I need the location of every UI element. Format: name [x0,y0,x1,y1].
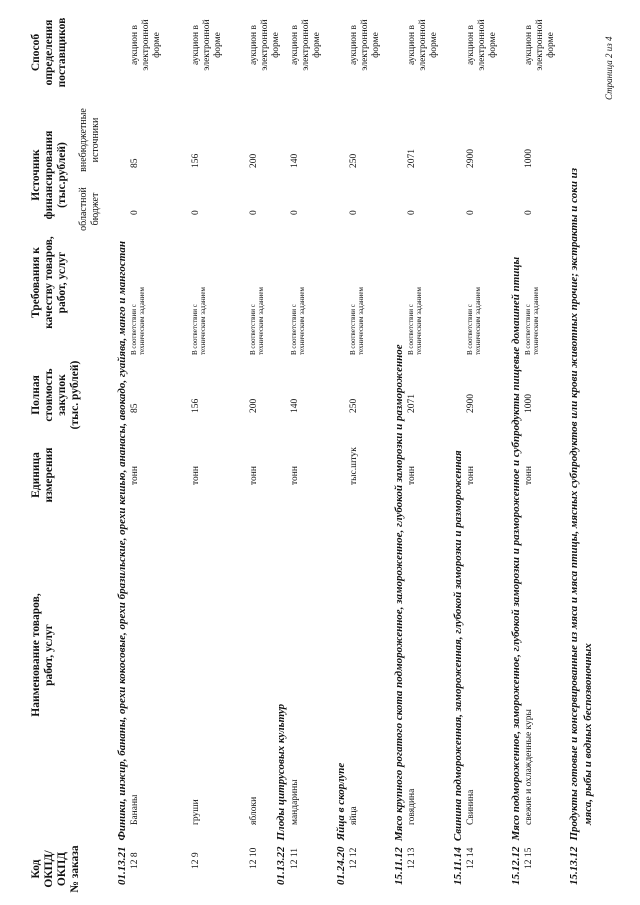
header-name-line: работ, услуг [43,624,55,686]
procurement-method [130,15,163,75]
header-finance-line: (тыс.рублей) [56,142,68,208]
group-code: 01.13.22 [275,846,287,885]
method-line: аукцион в [349,25,359,65]
group-code: 15.11.14 [452,847,464,885]
method-line: электронной [202,19,212,71]
quality-text [130,287,146,355]
method-line: форме [213,32,223,58]
method-line: аукцион в [191,25,201,65]
group-heading [393,344,405,885]
quality-line: В соответствии с [191,304,199,355]
group-heading [275,704,287,885]
quality-line: В соответствии с [349,304,357,355]
method-line: электронной [141,19,151,71]
order-number: 12 13 [407,847,417,869]
method-line: электронной [477,19,487,71]
quality-line: техническим заданием [138,287,146,355]
method-line: форме [488,32,498,58]
extra-value: 2900 [466,149,476,168]
quality-line: В соответствии с [130,304,138,355]
group-code: 01.24.20 [335,846,347,885]
cost-value: 200 [249,398,259,413]
quality-text [524,287,540,355]
method-line: электронной [301,19,311,71]
order-number: 12 15 [524,847,534,869]
order-number: 12 9 [191,852,201,869]
header-cost-line: закупок [56,374,68,416]
budget-value: 0 [349,210,359,215]
unit-value: тыс.штук [349,447,359,485]
order-number: 12 8 [130,852,140,869]
quality-text [407,287,423,355]
header-code-line: ОКПД/ [43,850,55,888]
group-heading [510,257,522,885]
cost-value: 85 [130,403,140,413]
cost-value: 2900 [466,394,476,413]
unit-value: тонн [466,466,476,485]
method-line: форме [429,32,439,58]
group-title: Финики, инжир, бананы, орехи кокосовые, орехи бразильские, орехи кешью, ананасы, авокадо, гуайява, манго и мангостан [116,241,128,841]
quality-line: техническим заданием [199,287,207,355]
header-method [30,5,69,100]
header-quality [30,225,69,340]
quality-line: техническим заданием [474,287,482,355]
quality-line: В соответствии с [524,304,532,355]
cost-value: 250 [349,398,359,413]
item-name: свежие и охлажденные куры [524,709,534,825]
header-unit-line: Единица [30,452,42,498]
method-line: электронной [535,19,545,71]
method-line: аукцион в [524,25,534,65]
header-budget-line: бюджет [90,192,101,226]
quality-text [349,287,365,355]
header-unit [30,440,56,510]
extra-value: 1000 [524,149,534,168]
header-method-line: Способ [30,33,42,72]
procurement-method [349,15,382,75]
unit-value: тонн [130,466,140,485]
group-title: Мясо подмороженное, замороженное, глубокой заморозки и размороженное и субпродукты пищевые домашней птицы [510,256,522,841]
quality-line: В соответствии с [407,304,415,355]
group-heading [452,450,464,885]
extra-value: 250 [349,153,359,168]
group-title: Свинина подмороженная, замороженная, глубокой заморозки и размороженная [452,450,464,842]
order-number: 12 12 [349,847,359,869]
method-line: аукцион в [290,25,300,65]
order-number: 12 11 [290,847,300,869]
order-number: 12 10 [249,847,259,869]
budget-value: 0 [524,210,534,215]
quality-line: техническим заданием [257,287,265,355]
header-method-line: поставщиков [56,17,68,88]
group-heading [116,241,128,885]
item-name: яблоки [249,796,259,825]
unit-value: тонн [249,466,259,485]
procurement-method [407,15,440,75]
method-line: аукцион в [130,25,140,65]
method-line: электронной [360,19,370,71]
item-name: груши [191,799,201,825]
header-unit-line: измерения [43,447,55,503]
unit-value: тонн [191,466,201,485]
group-title: Продукты готовые и консервированные из мяса и мяса птицы, мясных субпродуктов или крови животных прочие; экстракты и соки из [568,167,580,841]
header-finance-extra [78,100,102,180]
method-line: форме [312,32,322,58]
header-quality-line: Требования к [30,247,42,318]
group-code: 15.13.12 [568,846,580,885]
header-cost [30,355,82,435]
group-heading-continued [582,643,594,825]
budget-value: 0 [466,210,476,215]
quality-line: техническим заданием [298,287,306,355]
item-name: мандарины [290,779,300,825]
unit-value: тонн [407,466,417,485]
group-heading [568,168,580,885]
header-finance-line: финансирования [43,130,55,220]
item-name: Свинина [466,789,476,825]
budget-value: 0 [130,210,140,215]
cost-value: 156 [191,398,201,413]
header-quality-line: качеству товаров, [43,236,55,329]
header-cost-line: Полная [30,375,42,415]
method-line: аукцион в [466,25,476,65]
quality-line: техническим заданием [532,287,540,355]
quality-text [191,287,207,355]
method-line: форме [371,32,381,58]
item-name: говядина [407,788,417,825]
extra-value: 156 [191,153,201,168]
procurement-method [249,15,282,75]
procurement-method [191,15,224,75]
quality-text [466,287,482,355]
procurement-method [524,15,557,75]
header-finance [30,110,69,240]
procurement-method [466,15,499,75]
group-code: 15.11.12 [393,847,405,885]
header-code-line: ОКПД [56,851,68,887]
group-heading [335,763,347,885]
quality-line: техническим заданием [357,287,365,355]
header-finance-line: Источник [30,149,42,201]
quality-line: В соответствии с [249,304,257,355]
quality-line: В соответствии с [466,304,474,355]
procurement-method [290,15,323,75]
page-number: Страница 2 из 4 [604,36,614,100]
item-name: яйца [349,806,359,825]
header-extra-line: источники [90,117,101,163]
budget-value: 0 [407,210,417,215]
unit-value: тонн [524,466,534,485]
header-method-line: определения [43,19,55,86]
cost-value: 1000 [524,394,534,413]
group-title: Мясо крупного рогатого скота подмороженное, замороженное, глубокой заморозки и размороженное [393,344,405,842]
method-line: аукцион в [407,25,417,65]
unit-value: тонн [290,466,300,485]
header-budget-line: областной [78,187,89,231]
method-line: форме [271,32,281,58]
header-code [30,839,82,899]
group-title: Яйца в скорлупе [335,762,347,841]
group-title: мяса, рыбы и водных беспозвоночных [582,643,594,825]
cost-value: 140 [290,398,300,413]
quality-text [290,287,306,355]
header-cost-line: (тыс. рублей) [69,360,81,430]
budget-value: 0 [249,210,259,215]
quality-line: В соответствии с [290,304,298,355]
item-name: Бананы [130,794,140,825]
method-line: форме [546,32,556,58]
order-number: 12 14 [466,847,476,869]
header-cost-line: стоимость [43,368,55,422]
extra-value: 2071 [407,149,417,168]
group-code: 01.13.21 [116,846,128,885]
cost-value: 2071 [407,394,417,413]
method-line: электронной [260,19,270,71]
extra-value: 85 [130,158,140,168]
header-finance-budget [78,178,102,240]
group-code: 15.12.12 [510,846,522,885]
method-line: электронной [418,19,428,71]
budget-value: 0 [290,210,300,215]
extra-value: 200 [249,153,259,168]
header-code-line: № заказа [69,845,81,893]
budget-value: 0 [191,210,201,215]
header-extra-line: внебюджетные [78,108,89,172]
quality-line: техническим заданием [415,287,423,355]
header-quality-line: работ, услуг [56,251,68,314]
header-name-line: Наименование товаров, [30,593,42,717]
quality-text [249,287,265,355]
header-code-line: Код [30,859,42,879]
header-name [30,565,56,745]
group-title: Плоды цитрусовых культур [275,703,287,841]
extra-value: 140 [290,153,300,168]
method-line: аукцион в [249,25,259,65]
method-line: форме [152,32,162,58]
